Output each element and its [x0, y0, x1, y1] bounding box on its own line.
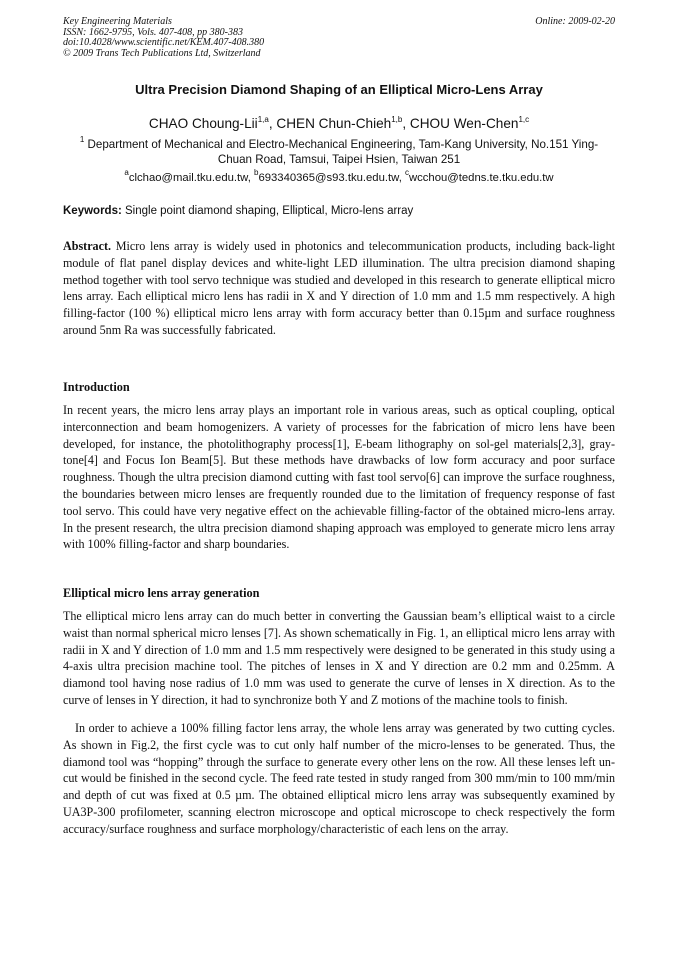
email-address: 693340365@s93.tku.edu.tw, — [258, 172, 405, 184]
author-list — [0, 115, 678, 131]
author-superscript: 1,a — [257, 115, 269, 124]
email-address: clchao@mail.tku.edu.tw, — [128, 172, 254, 184]
email-superscript: c — [404, 168, 409, 177]
paper-title: Ultra Precision Diamond Shaping of an Elliptical Micro-Lens Array — [135, 82, 543, 97]
keywords — [63, 205, 413, 217]
section-heading: Elliptical micro lens array generation — [63, 586, 260, 600]
email-address: wcchou@tedns.te.tku.edu.tw — [408, 172, 554, 184]
email-list — [0, 168, 678, 184]
email-superscript: b — [254, 168, 259, 177]
issn-line: ISSN: 1662-9795, Vols. 407-408, pp 380-383 — [63, 26, 243, 38]
introduction-heading: Introduction — [63, 380, 130, 394]
author-separator: , — [268, 116, 277, 131]
author-superscript: 1,c — [518, 115, 530, 124]
keywords-label: Keywords: — [63, 205, 122, 217]
abstract-text: Micro lens array is widely used in photonics and telecommunication products, including back-light module of flat panel display devices and white-light LED illumination. The ultra precision diamond shaping method together with tool servo technique was studied and developed in this research to generate elliptical micro lens array. Each elliptical micro lens has radii in X and Y direction of 1.0 mm and 1.5 mm respectively. A high filling-factor (100 %) elliptical micro lens array with form accuracy better than 0.15µm and surface roughness around 5nm Ra was successfully fabricated. — [63, 239, 615, 337]
author-name: CHOU Wen-Chen — [409, 116, 519, 131]
section-paragraph-2: In order to achieve a 100% filling factor lens array, the whole lens array was generated by two cutting cycles. As shown in Fig.2, the first cycle was to cut only half number of the micro-lenses to be generated. Thus, the diamond tool was “hopping” through the surface to generate every other lens on the row. All these lenses left un-cut would be finished in the second cycle. The feed rate tested in study ranged from 300 mm/min to 100 mm/min and depth of cut was fixed at 0.5 µm. The obtained elliptical micro lens array was subsequently examined by UA3P-300 profilometer, scanning electron microscope and optical microscope to check respectively the form accuracy/surface roughness and surface morphology/characteristic of each lens on the array. — [63, 721, 615, 836]
author-superscript: 1,b — [391, 115, 403, 124]
introduction-paragraph: In recent years, the micro lens array plays an important role in various areas, such as optical coupling, optical interconnection and beam homogenizers. A variety of processes for the fabrication of micro lens have been developed, for instance, the photolithography process[1], E-beam lithography on sol-gel materials[2,3], gray-tone[4] and Focus Ion Beam[5]. But these methods have drawbacks of low form accuracy and poor surface roughness. Though the ultra precision diamond cutting with fast tool servo[6] can improve the surface roughness, the boundaries between micro lenses are frequently rounded due to the limitation of frequency response of fast tool servo. This could have very negative effect on the achievable filling-factor of the obtained micro-lens array. In the present research, the ultra precision diamond shaping approach was employed to generate micro lens array with 100% filling-factor and sharp boundaries. — [63, 403, 615, 552]
affiliation-superscript: 1 — [79, 135, 85, 144]
doi-line: doi:10.4028/www.scientific.net/KEM.407-408.380 — [63, 37, 265, 49]
affiliation-text: Department of Mechanical and Electro-Mechanical Engineering, Tam-Kang University, No.151 Ying-Chuan Road, Tamsui, Taipei Hsien, Taiwan 251 — [87, 138, 599, 166]
online-date: Online: 2009-02-20 — [535, 16, 615, 27]
abstract — [63, 238, 615, 339]
author-name: CHAO Choung-Lii — [148, 116, 258, 131]
section-paragraph-1: The elliptical micro lens array can do much better in converting the Gaussian beam’s elliptical waist to a circle waist than normal spherical micro lenses [7]. As shown schematically in Fig. 1, an elliptical micro lens array with radii in X and Y direction of 1.0 mm and 1.5 mm respectively were designed to be generated in this study using a 4-axis ultra precision machine tool. The pitches of lenses in X and Y direction are 0.2 mm and 0.25mm. A diamond tool having nose radius of 1.0 mm was used to generate the curve of lenses in X direction. As to the curve of lenses in Y direction, it had to synchronize both Y and Z motions of the machine tools to finish. — [63, 609, 615, 707]
author-separator: , — [402, 116, 410, 131]
keywords-text: Single point diamond shaping, Elliptical, Micro-lens array — [121, 205, 414, 217]
copyright-line: © 2009 Trans Tech Publications Ltd, Switzerland — [63, 47, 261, 59]
affiliation — [63, 133, 615, 167]
abstract-label: Abstract. — [63, 239, 112, 253]
email-superscript: a — [124, 168, 129, 177]
journal-header — [63, 17, 615, 59]
author-name: CHEN Chun-Chieh — [276, 116, 392, 131]
journal-name: Key Engineering Materials — [63, 16, 172, 27]
